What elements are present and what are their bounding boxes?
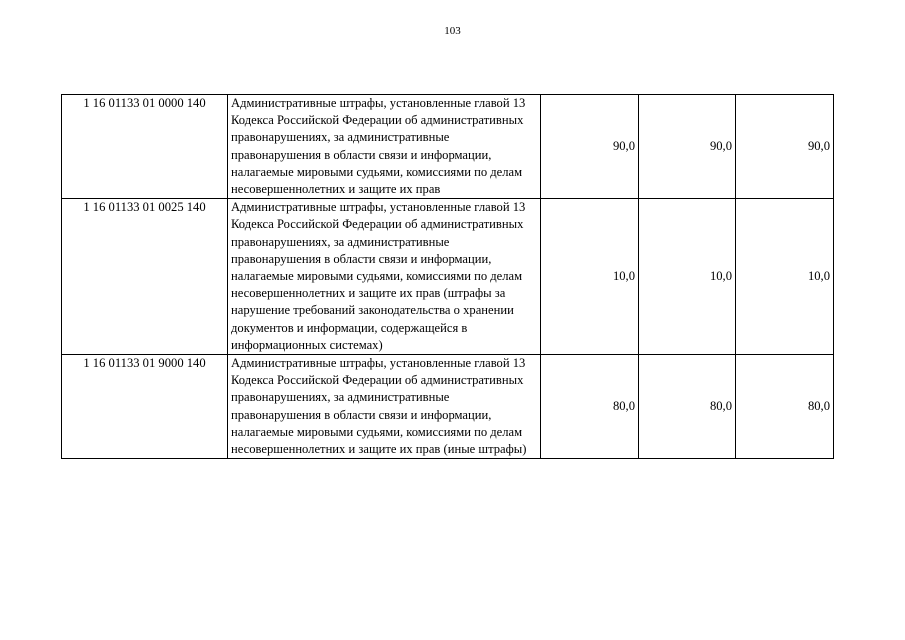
- amount-year-1: 90,0: [541, 95, 639, 199]
- amount-year-2: 80,0: [639, 355, 736, 459]
- table-row: [62, 199, 834, 355]
- amount-year-1: 80,0: [541, 355, 639, 459]
- page-number: 103: [444, 25, 461, 37]
- amount-year-2: 10,0: [639, 199, 736, 355]
- amount-year-2: 90,0: [639, 95, 736, 199]
- table-row: [62, 95, 834, 199]
- budget-classification-code: 1 16 01133 01 0000 140: [62, 95, 228, 199]
- table-row: [62, 355, 834, 459]
- amount-year-3: 90,0: [736, 95, 834, 199]
- revenue-description: Административные штрафы, установленные главой 13 Кодекса Российской Федерации об административных правонарушениях, за административные правонарушения в области связи и информации, налагаемые мировыми судьями, комиссиями по делам несовершеннолетних и защите их прав (штрафы за нарушение требований законодательства о хранении документов и информации, содержащейся в информационных системах): [228, 199, 541, 355]
- budget-revenue-table: [61, 94, 834, 459]
- revenue-description: Административные штрафы, установленные главой 13 Кодекса Российской Федерации об административных правонарушениях, за административные правонарушения в области связи и информации, налагаемые мировыми судьями, комиссиями по делам несовершеннолетних и защите их прав: [228, 95, 541, 199]
- amount-year-3: 10,0: [736, 199, 834, 355]
- amount-year-1: 10,0: [541, 199, 639, 355]
- amount-year-3: 80,0: [736, 355, 834, 459]
- budget-classification-code: 1 16 01133 01 9000 140: [62, 355, 228, 459]
- revenue-description: Административные штрафы, установленные главой 13 Кодекса Российской Федерации об административных правонарушениях, за административные правонарушения в области связи и информации, налагаемые мировыми судьями, комиссиями по делам несовершеннолетних и защите их прав (иные штрафы): [228, 355, 541, 459]
- budget-classification-code: 1 16 01133 01 0025 140: [62, 199, 228, 355]
